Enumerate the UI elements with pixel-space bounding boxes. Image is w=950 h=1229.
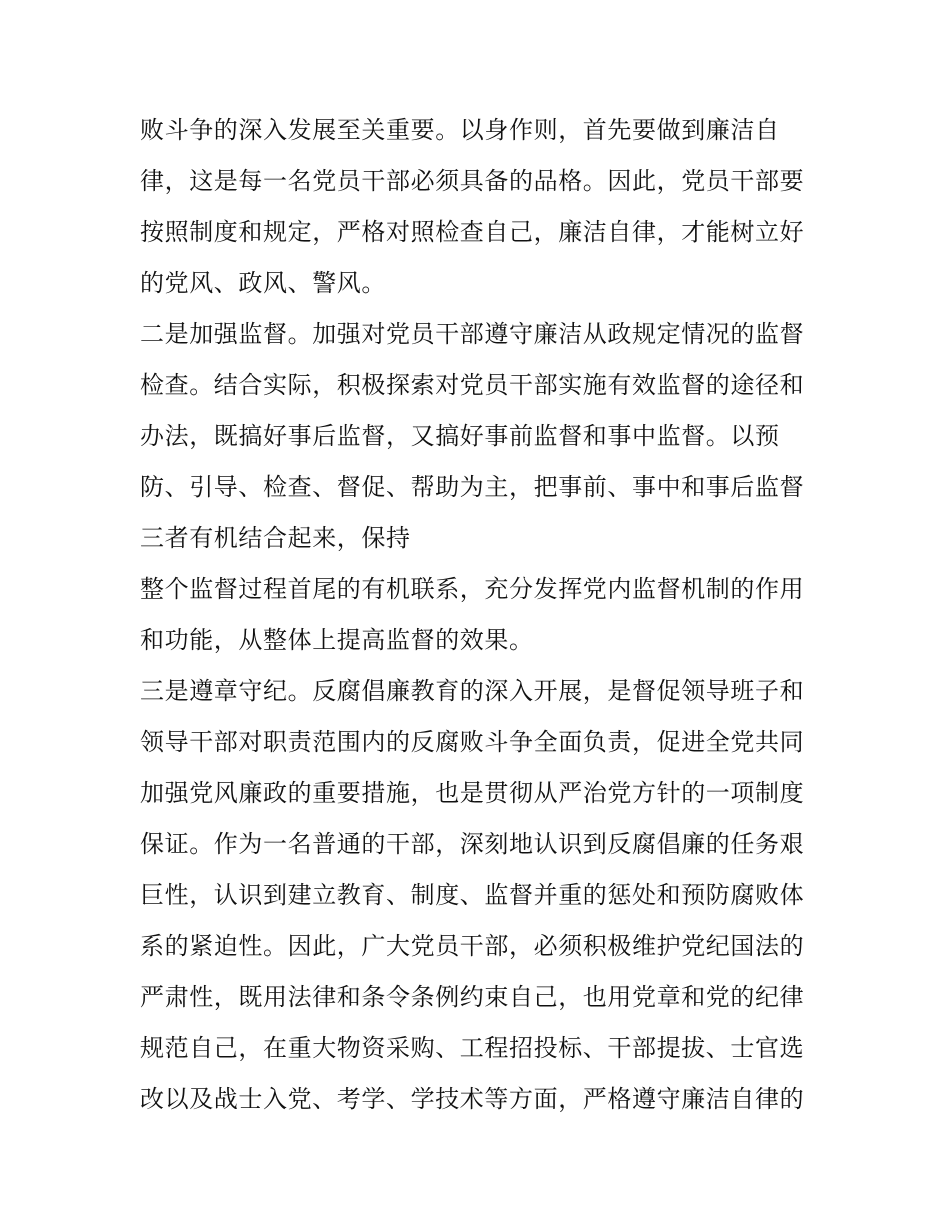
text-line: 整个监督过程首尾的有机联系，充分发挥党内监督机制的作用 — [140, 575, 805, 603]
text-line: 二是加强监督。加强对党员干部遵守廉洁从政规定情况的监督 — [140, 320, 805, 348]
text-line: 办法，既搞好事后监督，又搞好事前监督和事中监督。以预 — [140, 422, 780, 450]
text-line: 按照制度和规定，严格对照检查自己，廉洁自律，才能树立好 — [140, 218, 805, 246]
text-line: 规范自己，在重大物资采购、工程招投标、干部提拔、士官选 — [140, 1034, 805, 1062]
text-line: 和功能，从整体上提高监督的效果。 — [140, 626, 534, 654]
text-line: 检查。结合实际，积极探索对党员干部实施有效监督的途径和 — [140, 371, 805, 399]
text-line: 律，这是每一名党员干部必须具备的品格。因此，党员干部要 — [140, 167, 805, 195]
text-line: 败斗争的深入发展至关重要。以身作则，首先要做到廉洁自 — [140, 116, 780, 144]
text-line: 系的紧迫性。因此，广大党员干部，必须积极维护党纪国法的 — [140, 932, 805, 960]
body-text — [140, 110, 820, 1130]
text-line: 防、引导、检查、督促、帮助为主，把事前、事中和事后监督 — [140, 473, 805, 501]
text-line: 加强党风廉政的重要措施，也是贯彻从严治党方针的一项制度 — [140, 779, 805, 807]
text-line: 巨性，认识到建立教育、制度、监督并重的惩处和预防腐败体 — [140, 881, 805, 909]
text-line: 保证。作为一名普通的干部，深刻地认识到反腐倡廉的任务艰 — [140, 830, 805, 858]
text-line: 领导干部对职责范围内的反腐败斗争全面负责，促进全党共同 — [140, 728, 805, 756]
text-line: 的党风、政风、警风。 — [140, 269, 386, 297]
text-line: 改以及战士入党、考学、学技术等方面，严格遵守廉洁自律的 — [140, 1085, 805, 1113]
text-line: 严肃性，既用法律和条令条例约束自己，也用党章和党的纪律 — [140, 983, 805, 1011]
text-line: 三者有机结合起来，保持 — [140, 524, 411, 552]
text-line: 三是遵章守纪。反腐倡廉教育的深入开展，是督促领导班子和 — [140, 677, 805, 705]
